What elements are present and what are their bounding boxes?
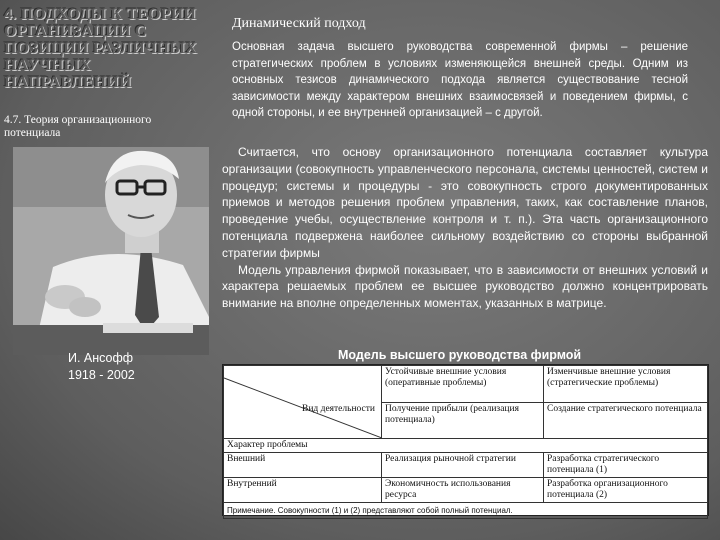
table-row [224,503,708,519]
table-note: Примечание. Совокупности (1) и (2) представляют собой полный потенциал. [224,503,708,519]
table-cell: Изменчивые внешние условия (стратегические проблемы) [544,366,708,403]
approach-heading: Динамический подход [232,16,366,31]
portrait-caption [68,350,135,384]
subsection-title: 4.7. Теория организационного потенциала [4,114,152,139]
caption-years: 1918 - 2002 [68,368,135,382]
portrait-illustration [13,147,209,355]
table-cell: Реализация рыночной стратегии [382,453,544,478]
table-row [224,478,708,503]
diagonal-line [224,366,382,438]
paragraph-model: Модель управления фирмой показывает, что в зависимости от внешних условий и характера решаемых проблем ее высшее руководство должно концентрировать внимание на вполне определенных моментах, указанных в матрице. [222,262,708,311]
table-row [224,453,708,478]
diagonal-header-cell [224,366,382,439]
table-row [224,439,708,453]
header-activity: Вид деятельности [301,404,375,414]
table-cell: Разработка организационного потенциала (2) [544,478,708,503]
table-cell: Экономичность использования ресурса [382,478,544,503]
table-cell: Получение прибыли (реализация потенциала) [382,402,544,439]
section-title: 4. ПОДХОДЫ К ТЕОРИИ ОРГАНИЗАЦИИ С ПОЗИЦИИ РАЗЛИЧНЫХ НАУЧНЫХ НАПРАВЛЕНИЙ [4,6,197,91]
paragraph-culture: Считается, что основу организационного потенциала составляет культура организации (совокупность управленческого персонала, системы ценностей, систем и процедур; системы и процедуры - это совокупность строго документированных приемов и методов решения проблем управления, таких, как составление планов, проведение учебы, осуществление контроля и т. п.). Эта часть организационного потенциала подвержена наиболее сильному воздействию со стороны выбранной стратегии фирмы [222,145,708,260]
model-table [223,365,708,519]
header-problem: Характер проблемы [224,439,708,453]
table-cell: Создание стратегического потенциала [544,402,708,439]
table-cell: Устойчивые внешние условия (оперативные проблемы) [382,366,544,403]
portrait-photo [13,147,209,355]
paragraph-body [222,144,708,312]
model-matrix [222,364,709,516]
row-label: Внутренний [224,478,382,503]
model-title: Модель высшего руководства фирмой [338,348,582,362]
row-label: Внешний [224,453,382,478]
table-row [224,366,708,403]
table-cell: Разработка стратегического потенциала (1) [544,453,708,478]
paragraph-intro: Основная задача высшего руководства современной фирмы – решение стратегических проблем в условиях изменяющейся внешней среды. Одним из основных тезисов динамического подхода является существование тесной зависимости между характером внешних взаимосвязей и поведением фирмы, с одной стороны, и ее внутренней организацией – с другой. [232,41,688,120]
caption-name: И. Ансофф [68,351,134,365]
